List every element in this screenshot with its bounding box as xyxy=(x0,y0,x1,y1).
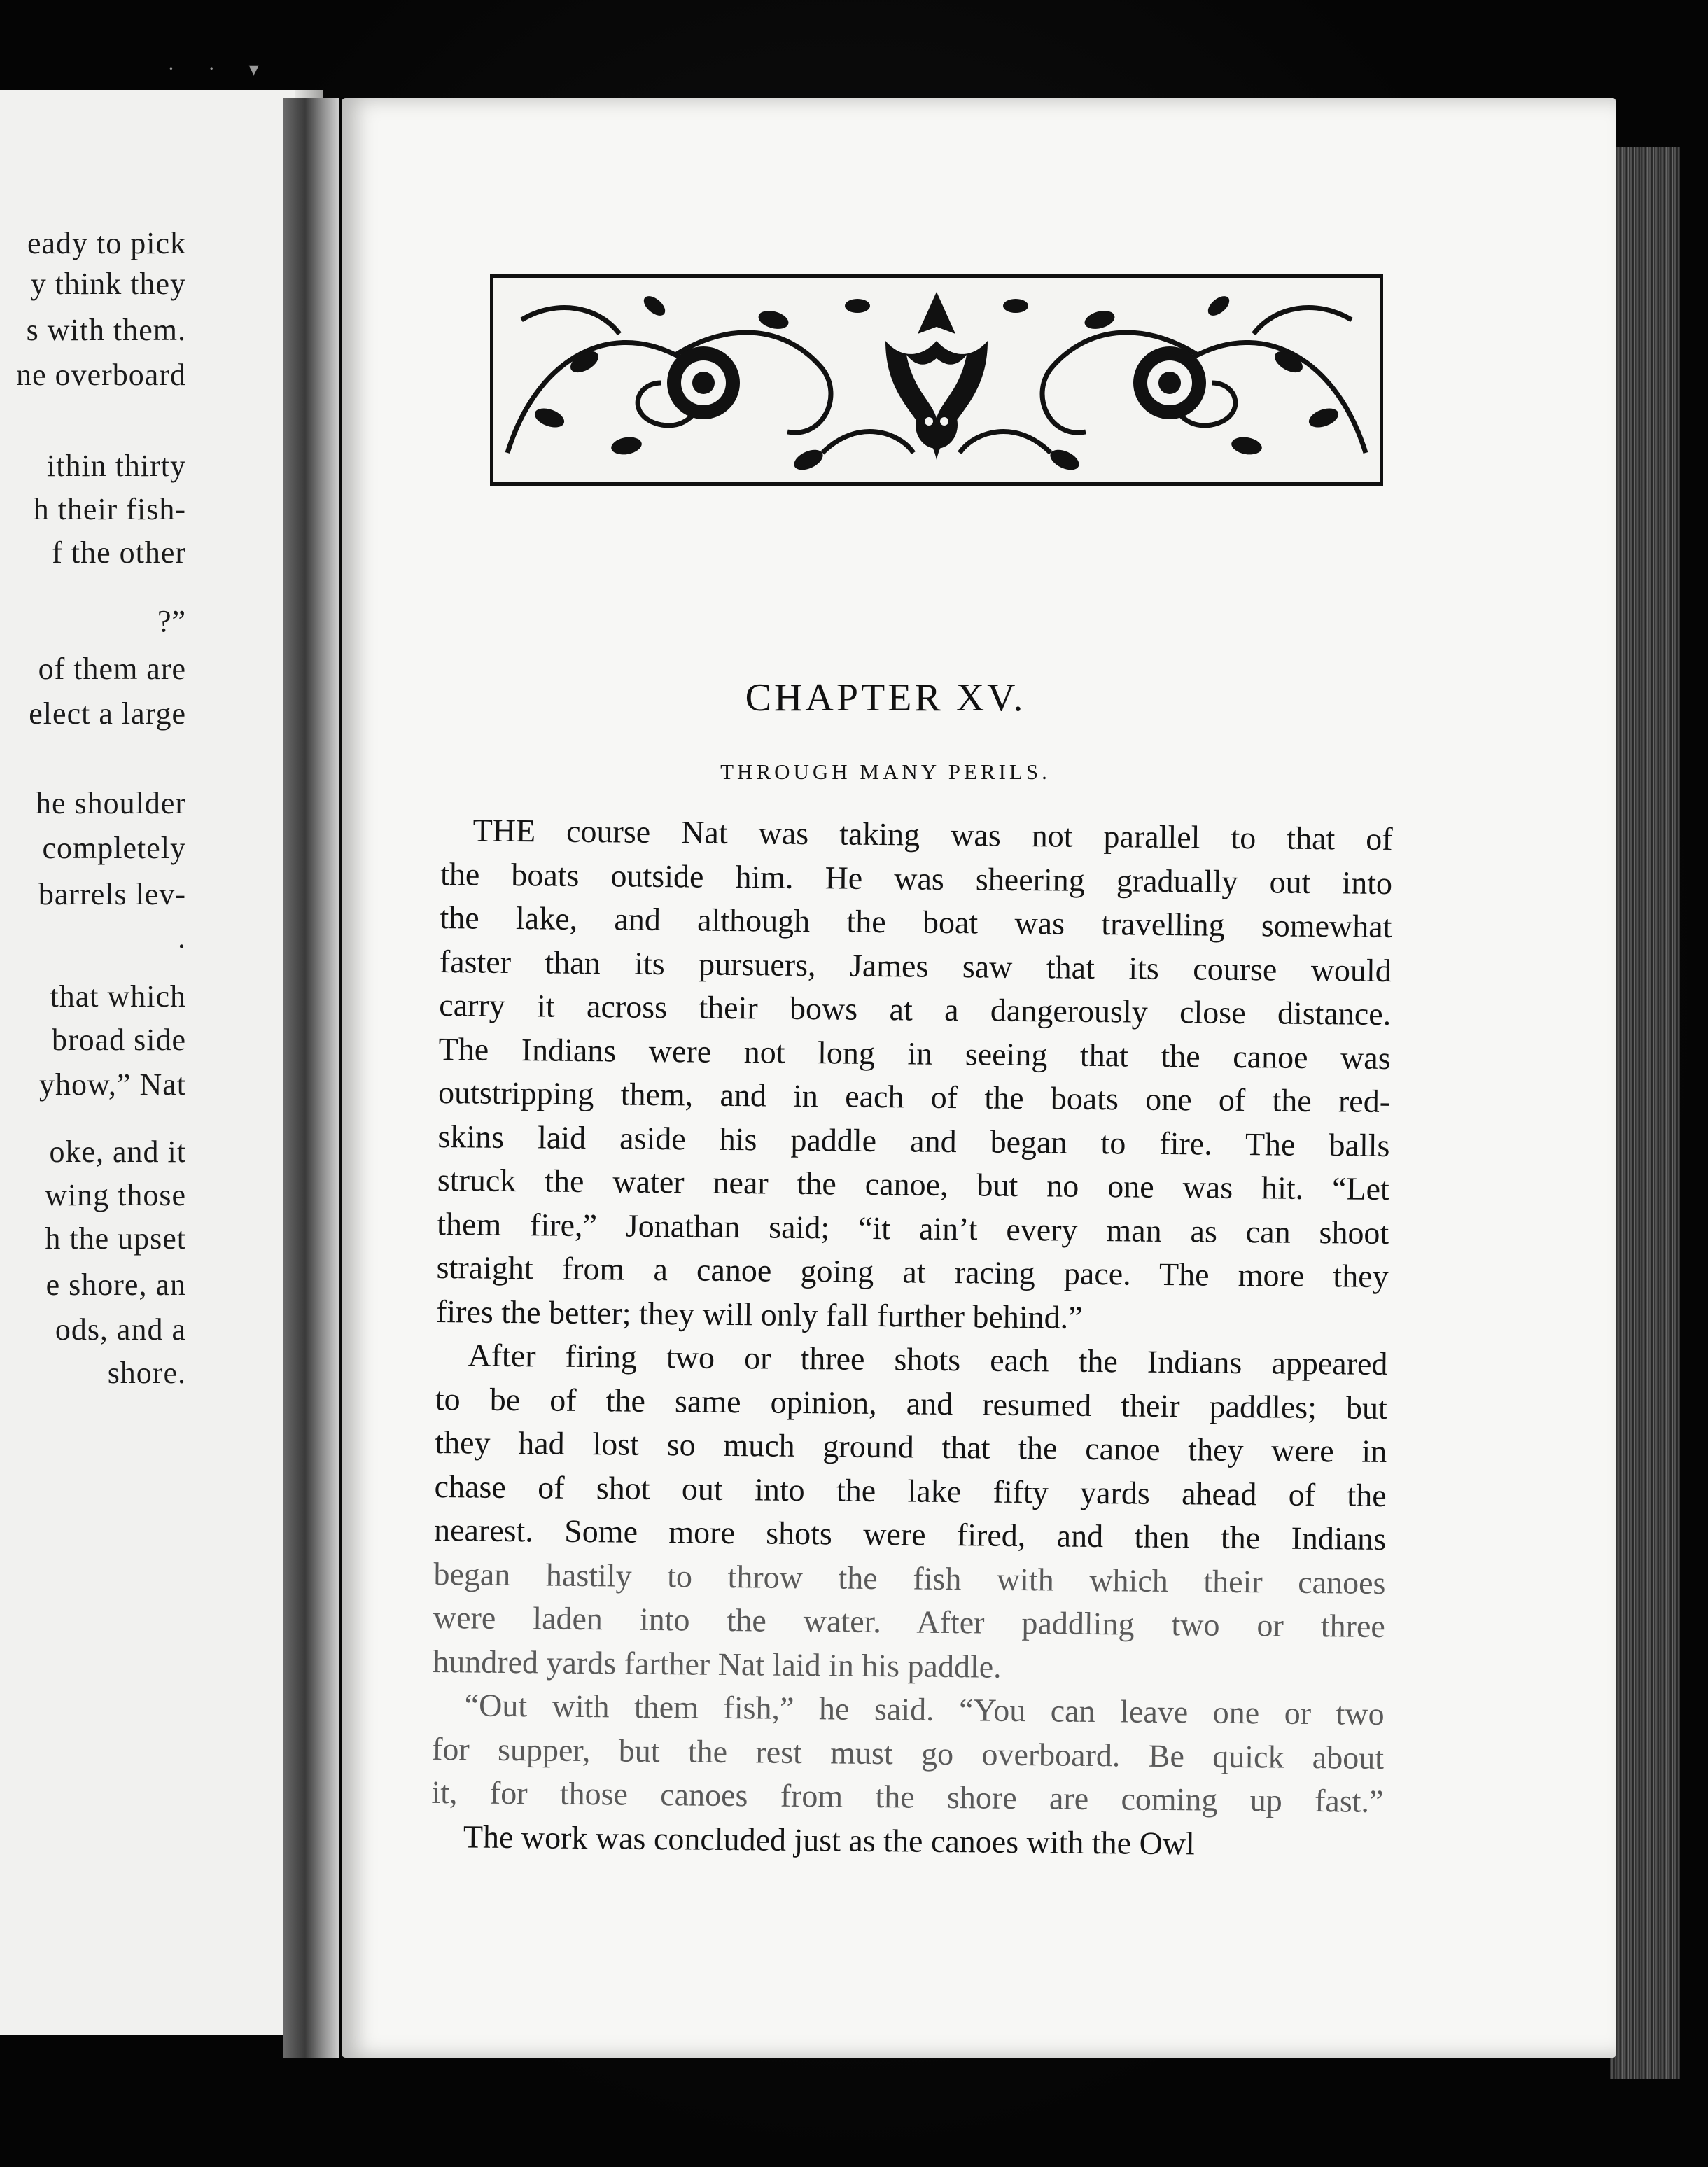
chapter-title: CHAPTER XV. xyxy=(745,676,1026,720)
body-line-text: it, for those canoes from the shore are coming up fast.” xyxy=(431,1774,1384,1819)
body-line-text: straight from a canoe going at racing pace. The more they xyxy=(436,1249,1389,1295)
body-line-text: THE course Nat was taking was not parallel to that of xyxy=(472,812,1393,857)
scan-specks: · · ▾ xyxy=(168,57,273,80)
ornamental-headpiece xyxy=(490,274,1383,486)
chapter-body-text xyxy=(431,808,1393,1867)
body-line-text: began hastily to throw the fish with which their canoes xyxy=(433,1555,1386,1601)
floral-ornament-icon xyxy=(493,278,1380,482)
left-page-line: s with them. xyxy=(26,313,186,347)
left-page-line: wing those xyxy=(45,1178,186,1212)
left-page-line: eady to pick xyxy=(27,226,186,260)
left-page-line: h their fish- xyxy=(33,492,186,526)
body-line-text: outstripping them, and in each of the boats one of the red- xyxy=(438,1074,1391,1120)
left-page-line: completely xyxy=(42,831,186,865)
body-line-text: chase of shot out into the lake fifty yards ahead of the xyxy=(434,1468,1387,1513)
body-line-text: carry it across their bows at a dangerously close distance. xyxy=(439,986,1392,1032)
body-line-text: nearest. Some more shots were fired, and then the Indians xyxy=(433,1511,1387,1557)
left-page-line: y think they xyxy=(30,267,186,301)
body-line-text: them fire,” Jonathan said; “it ain’t every man as can shoot xyxy=(437,1205,1390,1251)
body-line-text: the lake, and although the boat was travelling somewhat xyxy=(440,899,1392,945)
left-page-line: e shore, an xyxy=(46,1268,186,1302)
left-page-line: that which xyxy=(50,979,186,1014)
left-page-line: yhow,” Nat xyxy=(39,1067,186,1102)
body-line-text: The work was concluded just as the canoes with the Owl xyxy=(463,1818,1196,1861)
body-line-text: After firing two or three shots each the Indians appeared xyxy=(468,1337,1388,1382)
left-page-line: . xyxy=(178,920,186,955)
body-line-text: to be of the same opinion, and resumed their paddles; but xyxy=(435,1380,1388,1426)
body-line-text: skins laid aside his paddle and began to fire. The balls xyxy=(438,1118,1390,1163)
page-edges xyxy=(1610,147,1680,2079)
body-line-text: they had lost so much ground that the canoe they were in xyxy=(435,1424,1387,1470)
left-page-line: broad side xyxy=(51,1023,186,1057)
left-page-line: oke, and it xyxy=(49,1135,186,1169)
left-page-line: ods, and a xyxy=(55,1312,186,1347)
body-line xyxy=(431,1814,1384,1867)
left-page-line: shore. xyxy=(107,1356,186,1390)
book-gutter xyxy=(283,98,339,2058)
left-page-line: h the upset xyxy=(45,1221,186,1256)
left-page-line: of them are xyxy=(38,652,186,686)
left-page-line: elect a large xyxy=(29,696,186,731)
body-line-text: struck the water near the canoe, but no one was hit. “Let xyxy=(437,1161,1390,1207)
left-page-line: ithin thirty xyxy=(47,449,186,483)
left-page-line: ?” xyxy=(157,604,186,638)
body-line-text: The Indians were not long in seeing that the canoe was xyxy=(438,1030,1391,1076)
body-line-text: the boats outside him. He was sheering gradually out into xyxy=(440,855,1393,901)
body-line-text: fires the better; they will only fall further behind.” xyxy=(435,1293,1083,1335)
left-page-line: f the other xyxy=(52,535,186,570)
left-page-line: barrels lev- xyxy=(38,877,186,911)
body-line-text: faster than its pursuers, James saw that its course would xyxy=(439,943,1392,988)
body-line-text: “Out with them fish,” he said. “You can leave one or two xyxy=(464,1687,1385,1732)
body-line-text: were laden into the water. After paddling two or three xyxy=(433,1599,1386,1645)
left-page-line: he shoulder xyxy=(35,786,186,820)
chapter-subtitle: THROUGH MANY PERILS. xyxy=(720,759,1051,784)
left-page xyxy=(0,90,323,2035)
left-page-line: ne overboard xyxy=(16,358,186,392)
body-line-text: hundred yards farther Nat laid in his paddle. xyxy=(433,1643,1002,1685)
body-line-text: for supper, but the rest must go overboard. Be quick about xyxy=(431,1730,1385,1776)
